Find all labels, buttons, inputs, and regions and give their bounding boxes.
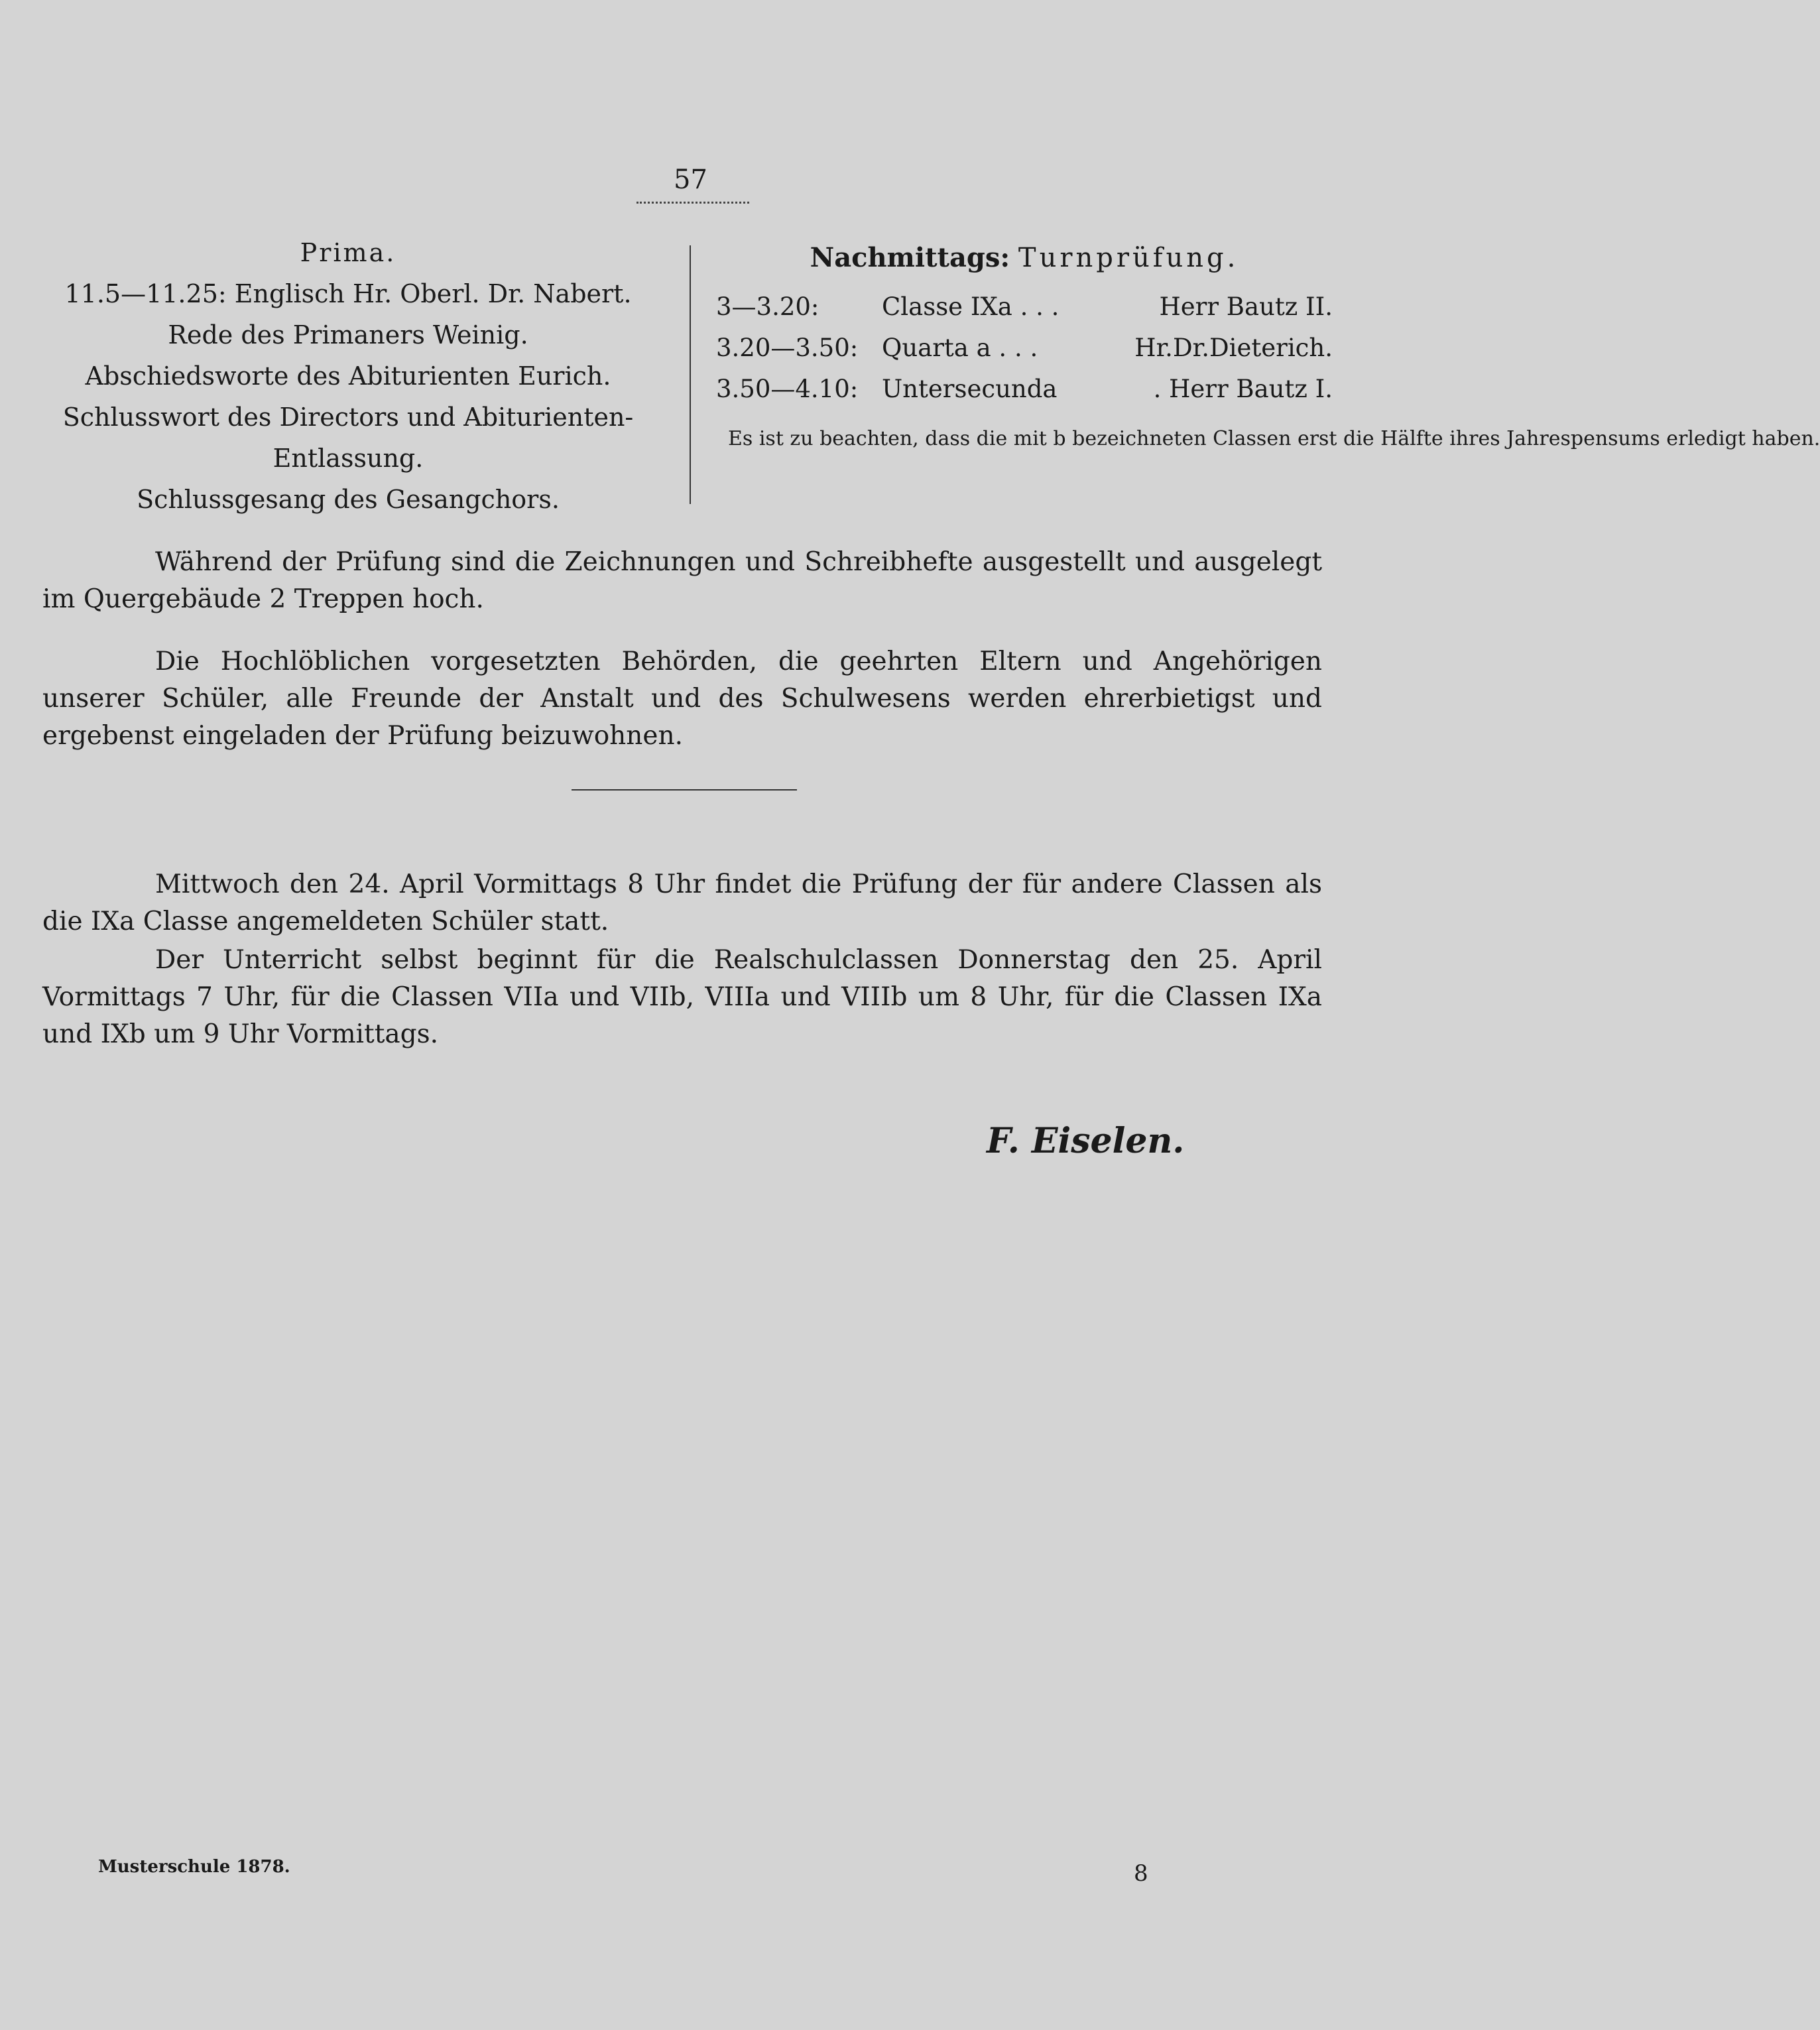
schedule-class: Quarta a . . .: [882, 334, 1038, 362]
paragraph-invitation: Die Hochlöblichen vorgesetzten Behörden, die geehrten Eltern und Angehörigen unserer Schüler, alle Freunde der Anstalt und des Schulwesens werden ehrerbietigst und ergebenst eingeladen der Prüfung beizuwohnen.: [42, 647, 1322, 751]
footer-sheet-number: 8: [1134, 1860, 1148, 1887]
schedule-time: 3.20—3.50:: [716, 334, 859, 362]
right-heading: [716, 242, 1333, 273]
schedule-note: Es ist zu beachten, dass die mit b bezeichneten Classen erst die Hälfte ihres Jahrespensums erledigt haben.: [728, 427, 1820, 450]
schedule-time: 3.50—4.10:: [716, 375, 859, 403]
schedule-row: [716, 286, 1333, 328]
page-number-ornament: [637, 202, 749, 204]
left-heading: Prima.: [300, 238, 396, 267]
right-heading-rest: Turnprüfung.: [1018, 243, 1239, 273]
schedule-teacher: Herr Bautz II.: [1159, 292, 1333, 321]
left-line-2: Abschiedsworte des Abiturienten Eurich.: [85, 361, 611, 391]
right-heading-bold: Nachmittags:: [810, 242, 1010, 273]
section-separator: [572, 789, 797, 791]
left-time: 11.5—11.25:: [64, 279, 227, 308]
paragraph-classes-start: Der Unterricht selbst beginnt für die Realschulclassen Donnerstag den 25. April Vormittags 7 Uhr, für die Classen VIIa und VIIb, VIIIa und VIIIb um 8 Uhr, für die Classen IXa und IXb um 9 Uhr Vormittags.: [42, 945, 1322, 1049]
left-subject: Englisch Hr. Oberl. Dr. Nabert.: [234, 279, 632, 308]
schedule-class: Untersecunda: [882, 375, 1058, 403]
paragraph-exhibition: Während der Prüfung sind die Zeichnungen und Schreibhefte ausgestellt und ausgelegt im Quergebäude 2 Treppen hoch.: [42, 547, 1322, 614]
schedule-teacher: Hr.Dr.Dieterich.: [1134, 334, 1333, 362]
left-line-3: Schlusswort des Directors und Abiturienten-: [62, 403, 634, 432]
turn-schedule: [716, 286, 1333, 410]
signature: F. Eiselen.: [987, 1121, 1185, 1161]
left-schedule-line: [40, 273, 656, 314]
schedule-teacher: . Herr Bautz I.: [1153, 375, 1333, 403]
right-column: [716, 242, 1820, 452]
schedule-time: 3—3.20:: [716, 292, 819, 321]
left-line-5: Schlussgesang des Gesangchors.: [137, 485, 560, 514]
paragraph-exam-date: Mittwoch den 24. April Vormittags 8 Uhr findet die Prüfung der für andere Classen als die IXa Classe angemeldeten Schüler statt.: [42, 869, 1322, 936]
schedule-row: [716, 328, 1333, 369]
footer-publication: Musterschule 1878.: [98, 1857, 290, 1877]
schedule-class: Classe IXa . . .: [882, 292, 1060, 321]
page-number: 57: [674, 164, 707, 195]
schedule-row: [716, 369, 1333, 410]
left-line-4: Entlassung.: [273, 444, 424, 473]
left-column: [40, 232, 656, 520]
left-line-1: Rede des Primaners Weinig.: [168, 320, 528, 349]
column-divider: [690, 245, 691, 504]
